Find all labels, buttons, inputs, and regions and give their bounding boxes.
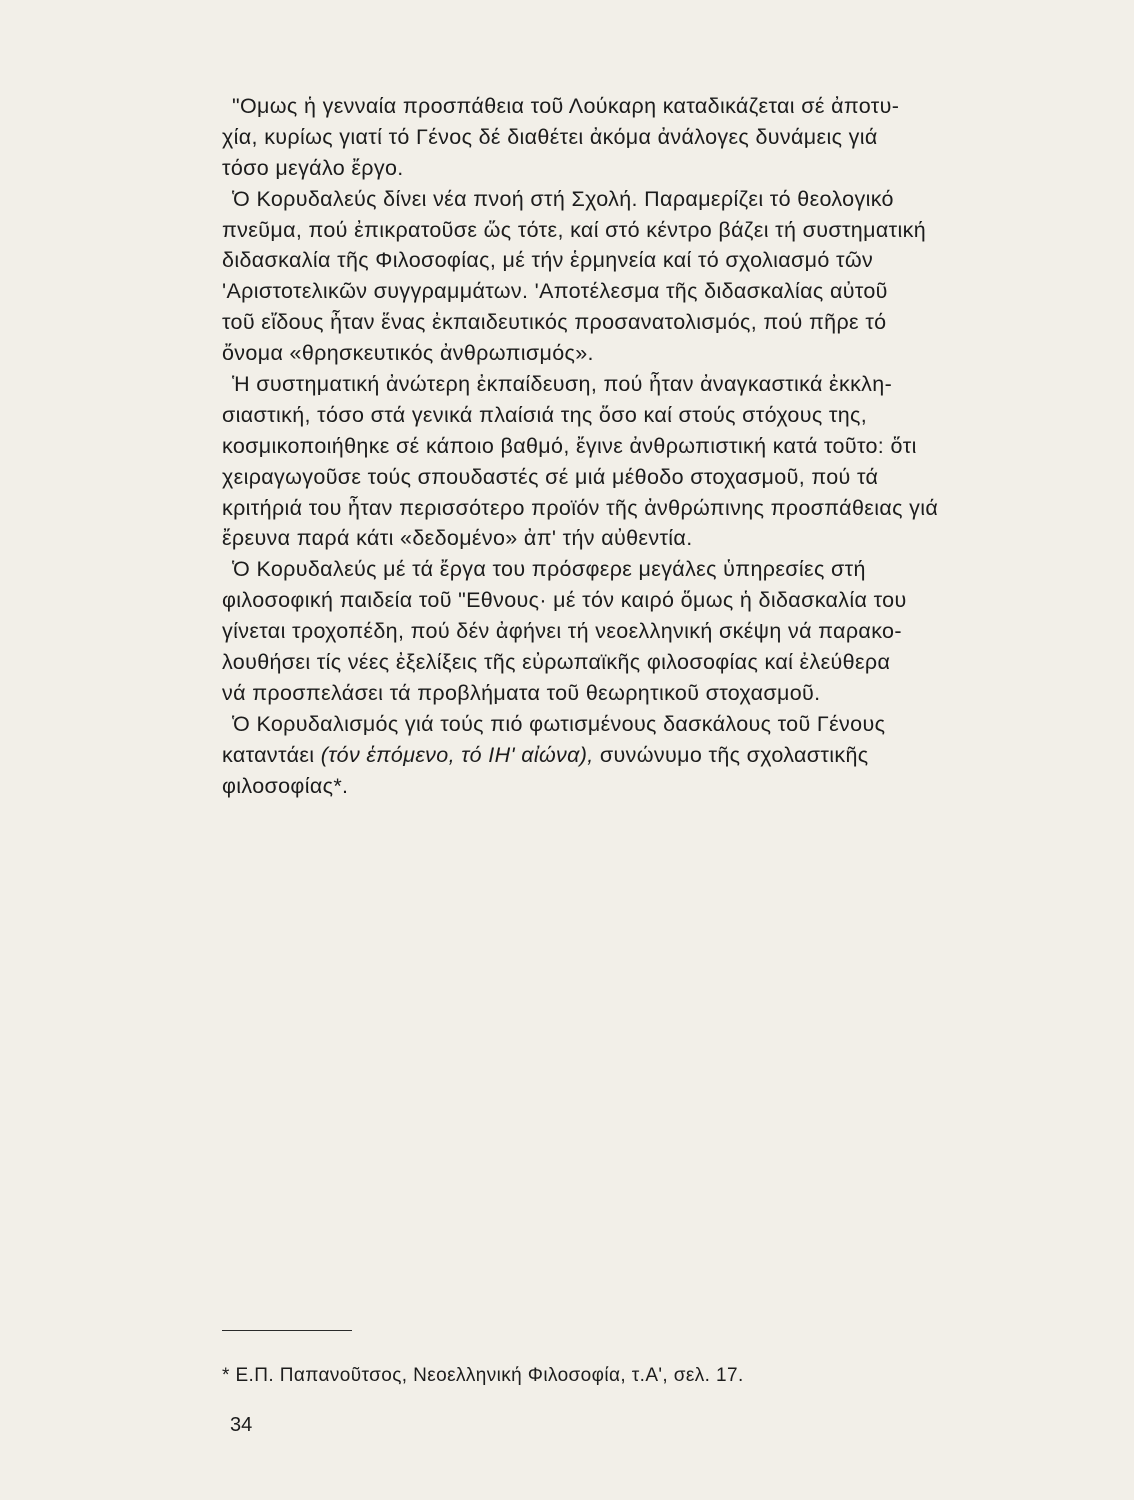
text-line-6: διδασκαλία τῆς Φιλοσοφίας, μέ τήν ἑρμηνεία καί τό σχολιασμό τῶν [222,248,874,273]
italic-phrase: (τόν ἑπόμενο, τό ΙΗ' αἰώνα), [320,742,594,767]
text-line-17: φιλοσοφική παιδεία τοῦ "Εθνους· μέ τόν καιρό ὅμως ἡ διδασκαλία του [222,588,907,613]
footnote: * Ε.Π. Παπανοῦτσος, Νεοελληνική Φιλοσοφία, τ.Α', σελ. 17. [222,1365,744,1386]
text-line-22 [222,740,869,771]
text-line-21: Ὁ Κορυδαλισμός γιά τούς πιό φωτισμένους δασκάλους τοῦ Γένους [232,711,886,736]
body-text [222,91,939,801]
text-line-7: 'Αριστοτελικῶν συγγραμμάτων. 'Αποτέλεσμα τῆς διδασκαλίας αὐτοῦ [222,279,888,304]
text-line-18: γίνεται τροχοπέδη, πού δέν ἀφήνει τή νεοελληνική σκέψη νά παρακο- [222,619,902,644]
text-line-10: Ἡ συστηματική ἀνώτερη ἐκπαίδευση, πού ἦταν ἀναγκαστικά ἐκκλη- [232,372,893,397]
line-22-start: καταντάει [222,742,321,767]
line-22-end: συνώνυμο τῆς σχολαστικῆς [593,742,869,767]
text-line-15: ἔρευνα παρά κάτι «δεδομένο» ἀπ' τήν αὐθεντία. [222,526,693,551]
text-line-11: σιαστική, τόσο στά γενικά πλαίσιά της ὅσο καί στούς στόχους της, [222,402,868,427]
text-line-19: λουθήσει τίς νέες ἐξελίξεις τῆς εὐρωπαϊκῆς φιλοσοφίας καί ἐλεύθερα [222,650,891,675]
text-line-16: Ὁ Κορυδαλεύς μέ τά ἔργα του πρόσφερε μεγάλες ὑπηρεσίες στή [232,557,866,582]
text-line-2: χία, κυρίως γιατί τό Γένος δέ διαθέτει ἀκόμα ἀνάλογες δυνάμεις γιά [222,124,878,149]
text-line-1: "Ομως ἡ γενναία προσπάθεια τοῦ Λούκαρη καταδικάζεται σέ ἀποτυ- [232,94,900,118]
text-line-5: πνεῦμα, πού ἐπικρατοῦσε ὥς τότε, καί στό κέντρο βάζει τή συστηματική [222,217,927,242]
text-line-9: ὄνομα «θρησκευτικός ἀνθρωπισμός». [222,341,594,366]
page-number: 34 [230,1414,253,1436]
text-line-13: χειραγωγοῦσε τούς σπουδαστές σέ μιά μέθοδο στοχασμοῦ, πού τά [222,464,879,489]
text-line-20: νά προσπελάσει τά προβλήματα τοῦ θεωρητικοῦ στοχασμοῦ. [222,680,821,705]
text-line-3: τόσο μεγάλο ἔργο. [222,155,404,180]
text-line-4: Ὁ Κορυδαλεύς δίνει νέα πνοή στή Σχολή. Παραμερίζει τό θεολογικό [232,186,894,211]
text-line-14: κριτήριά του ἦταν περισσότερο προϊόν τῆς ἀνθρώπινης προσπάθειας γιά [222,495,939,520]
text-line-8: τοῦ εἴδους ἦταν ἕνας ἐκπαιδευτικός προσανατολισμός, πού πῆρε τό [222,310,887,335]
footnote-divider [222,1330,352,1331]
text-line-12: κοσμικοποιήθηκε σέ κάποιο βαθμό, ἔγινε ἀνθρωπιστική κατά τοῦτο: ὅτι [222,433,917,458]
text-line-23: φιλοσοφίας*. [222,773,349,798]
